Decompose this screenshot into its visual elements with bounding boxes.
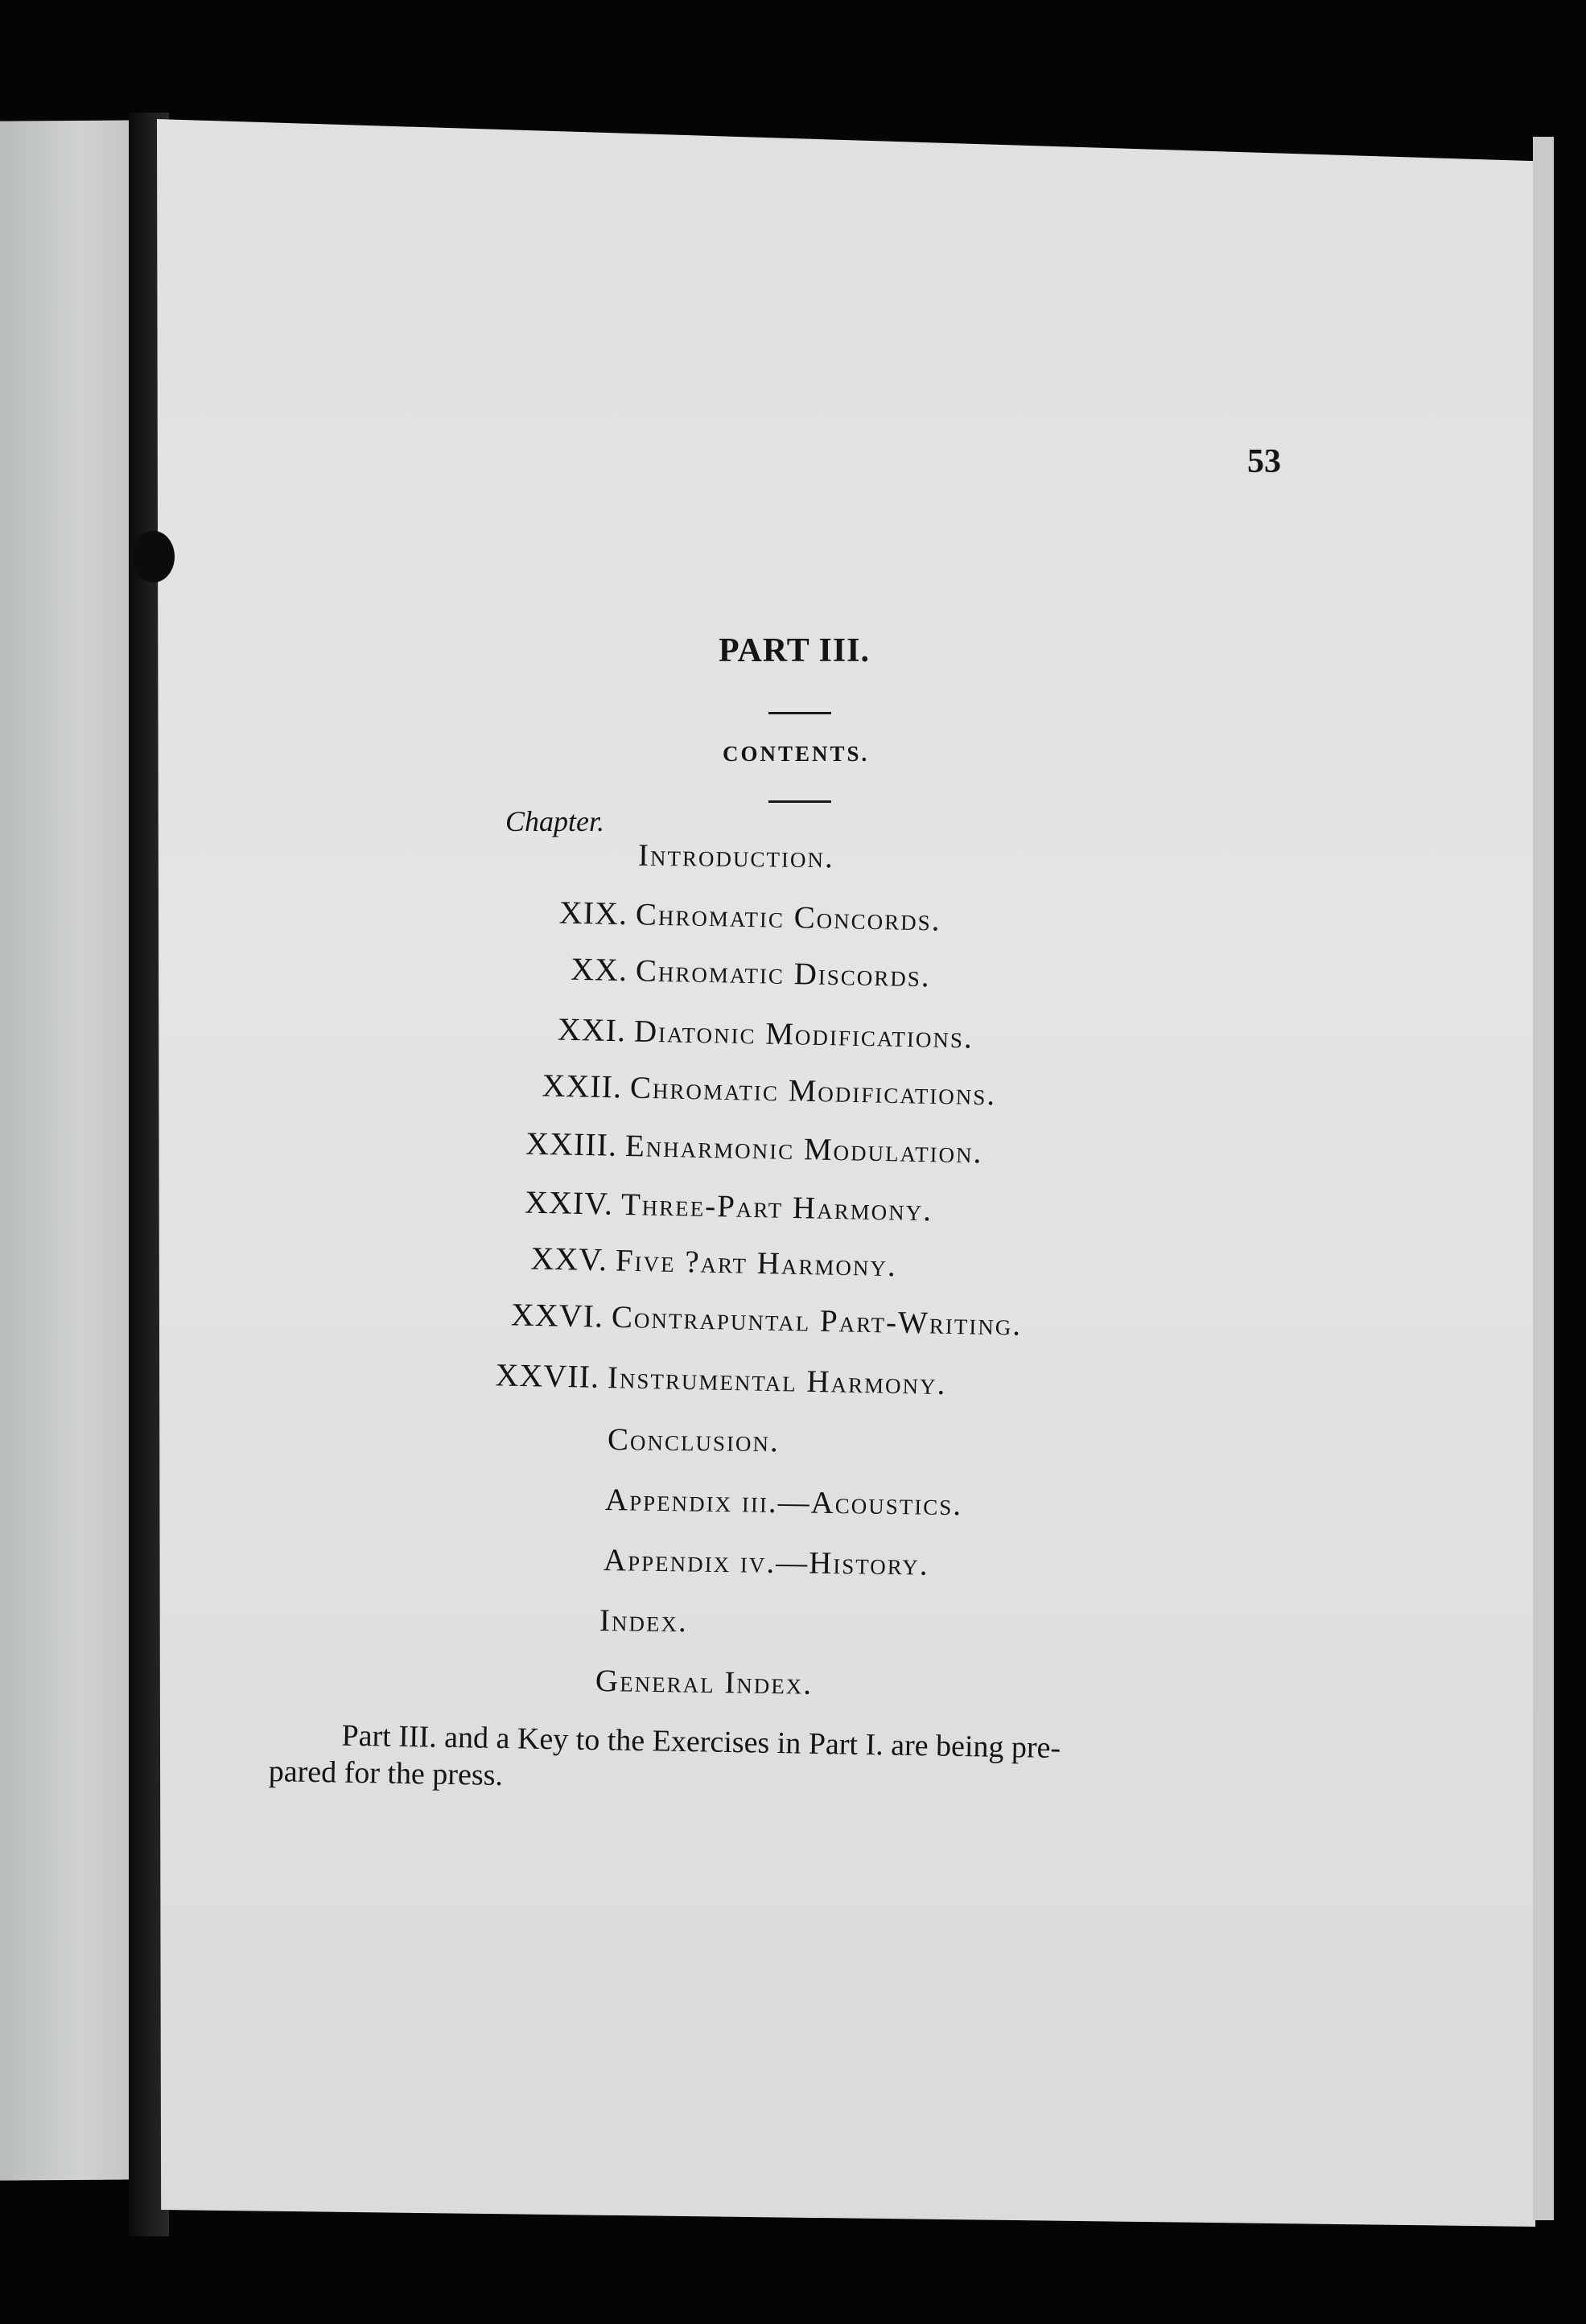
footnote-line: pared for the press. [268,1754,504,1793]
toc-title: Chromatic Modifications. [629,1070,997,1113]
page-right-edge [1533,137,1554,2220]
book-page [157,119,1541,2227]
toc-entry [604,1540,929,1583]
toc-title: Introduction. [637,837,834,875]
toc-entry [539,893,941,939]
toc-chapter-number: XXV. [530,1240,608,1278]
toc-entry [638,836,834,876]
divider-rule [768,712,831,714]
toc-entry [595,1661,814,1702]
toc-chapter-number: XIX. [558,894,628,932]
divider-rule [768,800,831,803]
toc-title: Three-Part Harmony. [620,1187,933,1228]
toc-title: Contrapuntal Part-Writing. [611,1299,1023,1343]
toc-title: Index. [599,1603,688,1639]
toc-title: General Index. [595,1664,814,1701]
toc-chapter-number: XXVII. [495,1356,600,1395]
toc-title: Chromatic Concords. [635,897,941,938]
toc-title: Diatonic Modifications. [633,1014,974,1055]
part-title: PART III. [719,632,871,669]
toc-title: Enharmonic Modulation. [624,1128,983,1170]
toc-title: Instrumental Harmony. [607,1360,947,1402]
chapter-label: Chapter. [505,805,605,837]
contents-heading: CONTENTS. [723,742,870,766]
toc-entry [511,1239,898,1284]
page-number: 53 [1247,443,1281,480]
toc-chapter-number: XXI. [557,1010,627,1049]
toc-title: Chromatic Discords. [635,953,932,994]
ink-smudge [133,531,175,582]
toc-chapter-number: XXIV. [524,1183,614,1222]
facing-page-edge [0,120,137,2180]
toc-title: Appendix iv.—History. [603,1543,929,1582]
toc-entry [608,1420,780,1459]
footnote-line: Part III. and a Key to the Exercises in Part I. are being pre- [341,1718,1061,1766]
toc-entry [539,949,932,994]
toc-title: Appendix iii.—Acoustics. [604,1483,963,1523]
toc-entry [605,1480,963,1523]
toc-entry [599,1601,688,1639]
toc-title: Five ?art Harmony. [615,1243,898,1284]
toc-chapter-number: XXVI. [510,1296,604,1335]
toc-chapter-number: XXIII. [525,1125,618,1163]
toc-title: Conclusion. [607,1422,780,1459]
toc-chapter-number: XX. [570,950,628,989]
toc-chapter-number: XXII. [542,1067,623,1105]
